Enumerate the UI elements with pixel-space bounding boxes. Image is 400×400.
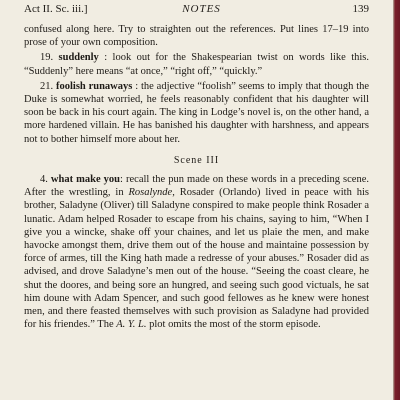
note-text-c: plot omits the most of the storm episode. — [146, 319, 321, 331]
note-4 — [24, 173, 369, 331]
note-text-b: , Rosader (Orlando) lived in peace with his brother, Saladyne (Oliver) till Saladyne conspired to make people think Rosader a lunatic. Adam helped Rosader to escape from his chains, saying to him, “When I give you a wincke, shake off your chaines, and let us plaie the men, and make havocke amongst them, drive them out of the house and maintaine possession by force of armes, till the King hath made a redresse of your abuses.” Rosader did as advised, and drove Saladyne’s men out of the house. “Seeing the coast cleare, he shut the doores, and being sore an hungred, and seeing such good victuals, he sat him doune with Adam Spencer, and such good fellowes as he knew were honest men, and there feasted themselves with such provision as Saladyne had provided for his friendes.” The — [24, 187, 369, 331]
continued-line-1: confused along here. Try to straighten out the references. — [24, 24, 276, 35]
continued-line-2: Put lines 17–19 into prose of your own composition. — [24, 24, 369, 49]
note-term: foolish runaways — [55, 80, 133, 92]
page-number: 139 — [352, 3, 369, 15]
note-term: suddenly — [58, 52, 99, 64]
note-19 — [24, 51, 369, 77]
page-body — [24, 23, 369, 331]
running-header — [24, 2, 379, 16]
section-title: NOTES — [182, 3, 221, 15]
note-text-a: : recall the pun made on these words in a preceding scene. After the wrestling, in — [24, 174, 369, 199]
note-number: 19. — [40, 52, 54, 64]
note-text: : the adjective “foolish” seems to imply that though the Duke is somewhat worried, he feels reasonably confident that his daughter will soon be back in his court again. The king in Lodge’s novel is, on the other hand, a more hardened villain. He has banished his daughter with harshness, and appears not to bother himself more about her. — [24, 80, 370, 145]
note-number: 21. — [40, 80, 54, 92]
work-title: Rosalynde — [128, 187, 173, 199]
act-scene-reference: Act II. Sc. iii.] — [24, 3, 88, 15]
note-term: what make you — [50, 174, 121, 186]
play-abbreviation: A. Y. L. — [116, 319, 147, 331]
continued-text — [24, 23, 369, 49]
note-21 — [24, 80, 369, 146]
note-number: 4. — [40, 174, 48, 186]
scene-heading: Scene III — [173, 154, 220, 166]
book-cover-edge — [393, 0, 400, 400]
note-text: : look out for the Shakespearian twist on words like this. “Suddenly” here means “at once,” “right off,” “quickly.” — [24, 52, 370, 77]
